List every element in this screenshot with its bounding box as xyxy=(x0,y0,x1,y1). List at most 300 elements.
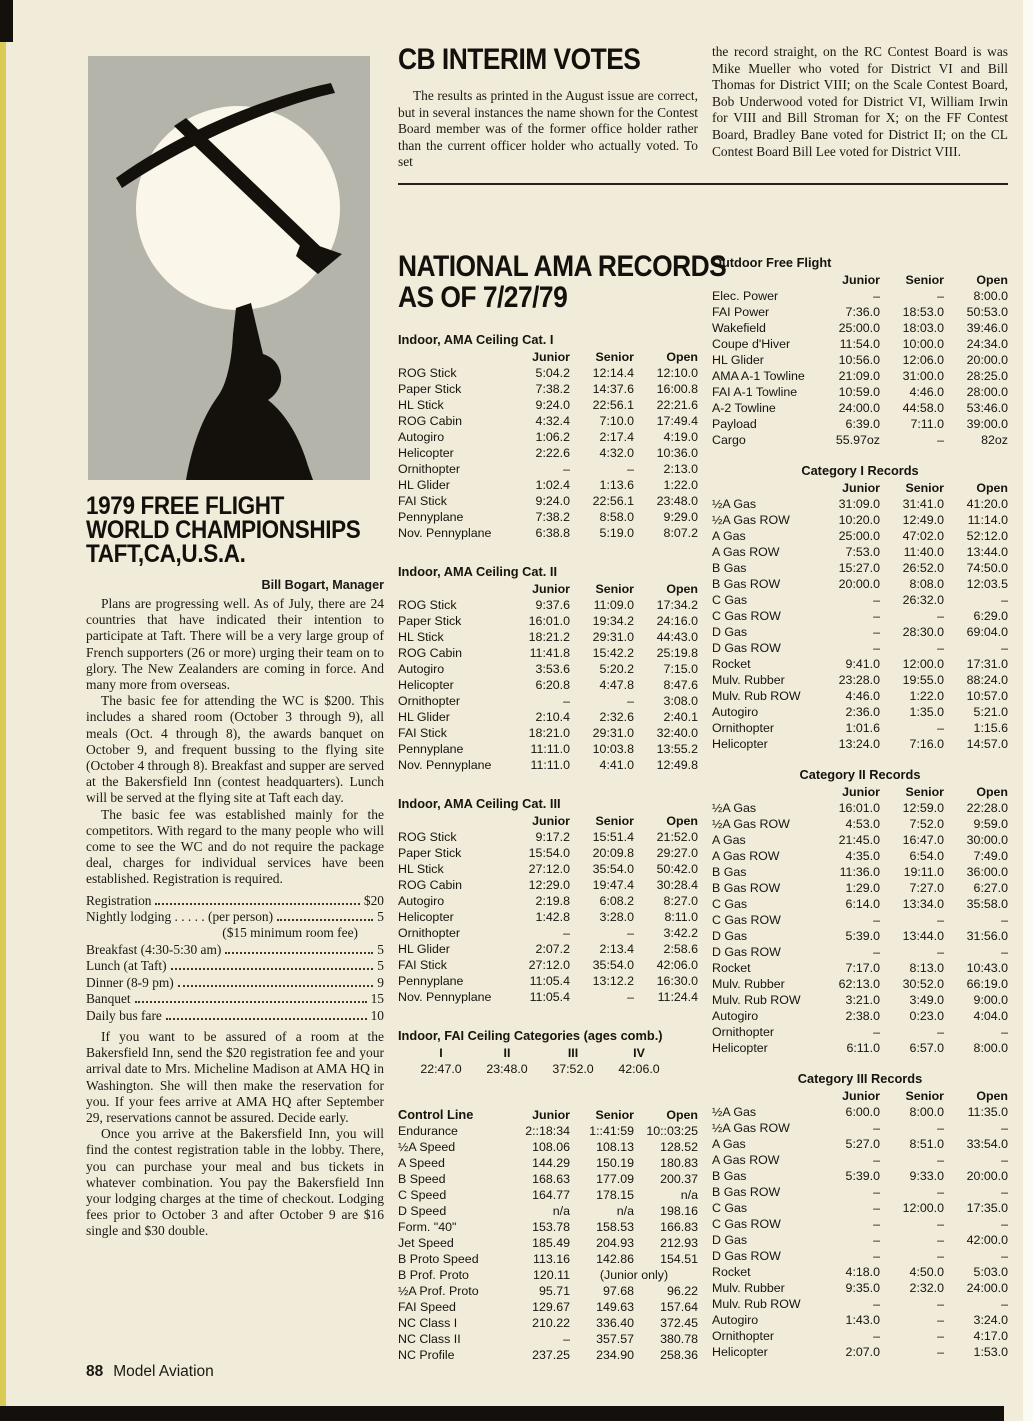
table-cell: 1::41:59 xyxy=(589,1123,634,1138)
table-cell: – xyxy=(1001,912,1008,927)
price-value: 5 xyxy=(377,909,384,925)
table-row xyxy=(712,1120,1008,1136)
column-header: Open xyxy=(976,480,1008,495)
table-cell: 6:00.0 xyxy=(845,1104,880,1119)
table-cell: 6:08.2 xyxy=(599,893,634,908)
table-cell: – xyxy=(873,912,880,927)
table-cell: 9:17.2 xyxy=(535,829,570,844)
table-row xyxy=(712,1040,1008,1056)
section-divider-rule xyxy=(398,183,1008,185)
table-body xyxy=(712,496,1008,752)
table-cell: 4:46.0 xyxy=(909,384,944,399)
row-label: Mulv. Rubber xyxy=(712,976,785,991)
column-header: Junior xyxy=(532,813,570,828)
table-cell: 24:00.0 xyxy=(966,1280,1008,1295)
table-row xyxy=(398,877,698,893)
row-label: FAI Speed xyxy=(398,1299,456,1314)
row-label: HL Glider xyxy=(398,941,450,956)
table-body xyxy=(712,288,1008,448)
table-row xyxy=(398,381,698,397)
table-cell: – xyxy=(873,1328,880,1343)
table-cell: 11:41.8 xyxy=(529,645,570,660)
table-cell: 129.67 xyxy=(532,1299,570,1314)
table-row xyxy=(398,597,698,613)
table-cell: 13:24.0 xyxy=(838,736,880,751)
table-cell: 12:29.0 xyxy=(528,877,570,892)
price-item xyxy=(86,958,384,974)
column-header: Junior xyxy=(842,480,880,495)
table-cell: 23:48.0 xyxy=(486,1061,528,1076)
table-row xyxy=(398,629,698,645)
row-label: B Gas ROW xyxy=(712,1184,781,1199)
table-cell: 30:52.0 xyxy=(902,976,944,991)
table-cell: 74:50.0 xyxy=(966,560,1008,575)
table-cell: 30:00.0 xyxy=(966,832,1008,847)
price-label: Lunch (at Taft) xyxy=(86,958,167,974)
table-cell: 9:33.0 xyxy=(909,1168,944,1183)
table-row xyxy=(712,704,1008,720)
column-header: Open xyxy=(666,1107,698,1122)
table-row xyxy=(712,992,1008,1008)
table-row xyxy=(712,800,1008,816)
column-header: Junior xyxy=(532,581,570,596)
row-label: ROG Stick xyxy=(398,597,457,612)
header-spacer xyxy=(398,813,506,829)
table-cell: – xyxy=(1001,1296,1008,1311)
table-cell: 4:18.0 xyxy=(845,1264,880,1279)
table-cell: – xyxy=(873,624,880,639)
cb-votes-text-1: The results as printed in the August issue are correct, but in several instances the name shown for the Contest Board member was of the former office holder rather than the current officer holder who actually voted. To set xyxy=(398,88,698,170)
table-row xyxy=(398,1171,698,1187)
table-cell: 10::03:25 xyxy=(646,1123,698,1138)
table-cell: 11:40.0 xyxy=(903,544,944,559)
table-cell: 41:20.0 xyxy=(966,496,1008,511)
table-cell: 5:39.0 xyxy=(845,928,880,943)
table-cell: 3:28.0 xyxy=(599,909,634,924)
table-cell: – xyxy=(937,1312,944,1327)
table-cell: – xyxy=(873,288,880,303)
row-label: A-2 Towline xyxy=(712,400,776,415)
right-region xyxy=(398,44,1008,1363)
table-cell: n/a xyxy=(680,1187,698,1202)
table-cell: – xyxy=(937,1024,944,1039)
row-label: Helicopter xyxy=(712,1344,768,1359)
table-row xyxy=(398,677,698,693)
table-cell: 10:57.0 xyxy=(966,688,1008,703)
table-row xyxy=(398,829,698,845)
table-cell: 10:20.0 xyxy=(838,512,880,527)
table-cell: 7:27.0 xyxy=(909,880,944,895)
table-cell: – xyxy=(937,640,944,655)
table-cell: 149.63 xyxy=(596,1299,634,1314)
row-label: FAI A-1 Towline xyxy=(712,384,798,399)
table-cell: 3:53.6 xyxy=(535,661,570,676)
table-row xyxy=(712,1168,1008,1184)
table-cell: 120.11 xyxy=(533,1267,570,1282)
table-cell: 2:36.0 xyxy=(845,704,880,719)
table-cell: 11:24.4 xyxy=(657,989,698,1004)
table-cell: 42:00.0 xyxy=(966,1232,1008,1247)
table-cell: 22:47.0 xyxy=(420,1061,462,1076)
table-cell: 1:29.0 xyxy=(845,880,880,895)
table-cell: 12:03.5 xyxy=(966,576,1008,591)
middle-column xyxy=(398,249,727,1363)
table-cell: 8:00.0 xyxy=(973,288,1008,303)
row-label: C Gas ROW xyxy=(712,1216,781,1231)
table-cell: 23:48.0 xyxy=(656,493,698,508)
table-row xyxy=(712,592,1008,608)
table-cell: 8:08.0 xyxy=(909,576,944,591)
table-cell: 96.22 xyxy=(666,1283,698,1298)
table-cell: 6:39.0 xyxy=(845,416,880,431)
dot-leader xyxy=(166,1018,367,1020)
table-row xyxy=(712,736,1008,752)
table-row xyxy=(398,661,698,677)
table-cell: 35:58.0 xyxy=(966,896,1008,911)
paragraph: The basic fee was established mainly for the competitors. With regard to the many people who will come to see the WC and do not require the package deal, charges for individual services have been established. Registration is required. xyxy=(86,806,384,887)
table-cell: 31:56.0 xyxy=(966,928,1008,943)
table-cell: 113.16 xyxy=(533,1251,570,1266)
row-label: ½A Speed xyxy=(398,1139,456,1154)
row-label: Wakefield xyxy=(712,320,766,335)
table-cell: 35:54.0 xyxy=(592,957,634,972)
table-cell: 28:00.0 xyxy=(966,384,1008,399)
table-cell: 15:27.0 xyxy=(838,560,880,575)
table-cell: 11:35.0 xyxy=(967,1104,1008,1119)
table-row xyxy=(712,960,1008,976)
row-label: AMA A-1 Towline xyxy=(712,368,805,383)
table-indoor-cat3 xyxy=(398,796,698,1005)
table-cell: 27:12.0 xyxy=(528,861,570,876)
row-label: Pennyplane xyxy=(398,509,464,524)
table-cell: 18:21.2 xyxy=(528,629,570,644)
table-cell: 7:49.0 xyxy=(973,848,1008,863)
table-cell: 2:07.0 xyxy=(845,1344,880,1359)
row-label: ROG Stick xyxy=(398,365,457,380)
table-cell: – xyxy=(873,640,880,655)
table-cell: 95.71 xyxy=(538,1283,570,1298)
table-row xyxy=(712,912,1008,928)
table-cell: – xyxy=(1001,1248,1008,1263)
table-cell: – xyxy=(873,1152,880,1167)
table-outdoor-free-flight xyxy=(712,255,1008,448)
row-label: Autogiro xyxy=(398,661,445,676)
records-heading-line2: AS OF 7/27/79 xyxy=(398,280,568,314)
table-cell: 13:44.0 xyxy=(966,544,1008,559)
table-cell: 5:21.0 xyxy=(973,704,1008,719)
table-cell: 62:13.0 xyxy=(838,976,880,991)
table-cell: 1:42.8 xyxy=(535,909,570,924)
table-cell: n/a xyxy=(616,1203,634,1218)
price-label: Breakfast (4:30-5:30 am) xyxy=(86,941,222,957)
row-label: Helicopter xyxy=(712,1040,768,1055)
table-header-row xyxy=(398,1045,698,1061)
table-cell: – xyxy=(873,608,880,623)
scan-corner-mark xyxy=(0,0,13,42)
table-row xyxy=(398,613,698,629)
table-row xyxy=(398,1315,698,1331)
records-section xyxy=(398,251,1008,1363)
price-label: Dinner (8-9 pm) xyxy=(86,974,174,990)
row-label: HL Stick xyxy=(398,861,444,876)
table-row xyxy=(712,1200,1008,1216)
table-cell: 2:10.4 xyxy=(535,709,570,724)
row-label: ROG Cabin xyxy=(398,645,463,660)
table-cell: 9:37.6 xyxy=(535,597,570,612)
table-cell: – xyxy=(937,720,944,735)
row-label: D Gas ROW xyxy=(712,640,781,655)
table-cell: 13:12.2 xyxy=(592,973,634,988)
table-cell: 1:15.6 xyxy=(973,720,1008,735)
table-cell: 36:00.0 xyxy=(966,864,1008,879)
table-row xyxy=(712,512,1008,528)
table-cell: – xyxy=(937,1184,944,1199)
table-cell: 380.78 xyxy=(660,1331,698,1346)
row-label: Mulv. Rubber xyxy=(712,672,785,687)
price-value: 5 xyxy=(377,941,384,957)
table-cell: 210.22 xyxy=(532,1315,570,1330)
column-header: Senior xyxy=(905,784,944,799)
table-cell: 3:42.2 xyxy=(663,925,698,940)
table-body xyxy=(712,1104,1008,1360)
table-cell: 9:24.0 xyxy=(535,397,570,412)
row-label: D Gas ROW xyxy=(712,944,781,959)
table-cell: – xyxy=(937,1328,944,1343)
table-title: Indoor, AMA Ceiling Cat. III xyxy=(398,795,561,811)
table-cell: 372.45 xyxy=(660,1315,698,1330)
table-category3-records xyxy=(712,1071,1008,1360)
column-header: Senior xyxy=(595,349,634,364)
table-cell: – xyxy=(937,1296,944,1311)
table-cell: 12:00.0 xyxy=(902,1200,944,1215)
table-row xyxy=(712,720,1008,736)
row-label: A Gas ROW xyxy=(712,848,780,863)
table-row xyxy=(712,304,1008,320)
row-label: A Gas xyxy=(712,1136,746,1151)
table-row xyxy=(712,672,1008,688)
row-label: Autogiro xyxy=(398,429,445,444)
row-label: A Gas xyxy=(712,832,746,847)
table-cell: 88:24.0 xyxy=(966,672,1008,687)
row-label: ROG Cabin xyxy=(398,413,463,428)
table-cell: – xyxy=(873,1024,880,1039)
table-cell: 33:54.0 xyxy=(966,1136,1008,1151)
right-column xyxy=(712,251,1008,1363)
table-title: Outdoor Free Flight xyxy=(712,254,832,270)
table-cell: 11:54.0 xyxy=(839,336,880,351)
table-row xyxy=(712,336,1008,352)
table-cell: 1:53.0 xyxy=(973,1344,1008,1359)
row-label: ½A Gas xyxy=(712,1104,757,1119)
table-row xyxy=(398,693,698,709)
table-cell: 39:00.0 xyxy=(966,416,1008,431)
row-label: Coupe d'Hiver xyxy=(712,336,791,351)
table-fai-ceiling xyxy=(398,1028,698,1077)
table-cell: 11:11.0 xyxy=(530,741,570,756)
table-row xyxy=(398,741,698,757)
table-row xyxy=(712,1312,1008,1328)
table-row xyxy=(712,1328,1008,1344)
table-cell: 17:35.0 xyxy=(966,1200,1008,1215)
table-cell: 20:00.0 xyxy=(838,576,880,591)
table-header-row xyxy=(712,480,1008,496)
table-cell: 7:38.2 xyxy=(535,509,570,524)
table-title: Indoor, AMA Ceiling Cat. I xyxy=(398,331,554,347)
table-cell: 26:52.0 xyxy=(902,560,944,575)
article-body-top xyxy=(86,596,384,888)
table-cell: 8:58.0 xyxy=(599,509,634,524)
column-header: Senior xyxy=(595,813,634,828)
table-cell: 204.93 xyxy=(596,1235,634,1250)
table-row xyxy=(398,509,698,525)
table-cell: 142.86 xyxy=(596,1251,634,1266)
table-cell: 11:36.0 xyxy=(839,864,880,879)
row-label: Autogiro xyxy=(712,1008,759,1023)
row-label: FAI Power xyxy=(712,304,770,319)
price-item xyxy=(86,991,384,1007)
price-note: ($15 minimum room fee) xyxy=(222,925,358,941)
row-label: D Gas xyxy=(712,928,748,943)
row-label: Mulv. Rubber xyxy=(712,1280,785,1295)
row-label: A Gas ROW xyxy=(712,544,780,559)
table-header-row xyxy=(712,272,1008,288)
table-row xyxy=(712,496,1008,512)
row-label: Helicopter xyxy=(398,909,454,924)
table-cell: – xyxy=(627,693,634,708)
table-cell: 28:30.0 xyxy=(902,624,944,639)
table-cell: 3:24.0 xyxy=(973,1312,1008,1327)
price-label: Nightly lodging . . . . . (per person) xyxy=(86,909,274,925)
table-cell: 2:13.0 xyxy=(663,461,698,476)
table-cell: 47:02.0 xyxy=(902,528,944,543)
table-row xyxy=(712,528,1008,544)
table-cell: 24:34.0 xyxy=(966,336,1008,351)
table-cell: – xyxy=(937,288,944,303)
column-header: Open xyxy=(666,581,698,596)
table-cell: 9:29.0 xyxy=(663,509,698,524)
column-header: IV xyxy=(633,1045,645,1060)
row-label: ½A Gas ROW xyxy=(712,1120,790,1135)
table-header-row xyxy=(398,813,698,829)
row-label: A Gas xyxy=(712,528,746,543)
table-cell: 16:47.0 xyxy=(902,832,944,847)
table-cell: 20:00.0 xyxy=(966,352,1008,367)
table-cell: 4:53.0 xyxy=(845,816,880,831)
header-spacer xyxy=(712,480,816,496)
table-cell: 2:07.2 xyxy=(535,941,570,956)
table-cell: 12:06.0 xyxy=(902,352,944,367)
table-cell: 31:00.0 xyxy=(902,368,944,383)
table-cell: – xyxy=(937,1120,944,1135)
table-cell: 9:24.0 xyxy=(535,493,570,508)
table-row xyxy=(712,1216,1008,1232)
table-row xyxy=(398,909,698,925)
table-cell: 25:19.8 xyxy=(656,645,698,660)
table-row xyxy=(712,560,1008,576)
table-body xyxy=(398,829,698,1005)
table-title: Category I Records xyxy=(801,462,919,478)
table-row xyxy=(398,1219,698,1235)
table-row xyxy=(398,645,698,661)
table-row xyxy=(398,989,698,1005)
table-row xyxy=(712,320,1008,336)
table-row xyxy=(712,1008,1008,1024)
page-bottom-bar xyxy=(0,1406,1004,1421)
paragraph: Plans are progressing well. As of July, there are 24 countries that have indicated their intention to participate at Taft. There will be a very large group of French supporters (26 or more) urging their team on to glory. The New Zealanders are coming in force. And many more from overseas. xyxy=(86,596,384,693)
table-cell: 1:06.2 xyxy=(535,429,570,444)
table-cell: 66:19.0 xyxy=(966,976,1008,991)
table-cell: – xyxy=(1001,1024,1008,1039)
table-title: Indoor, FAI Ceiling Categories (ages comb.) xyxy=(398,1027,663,1043)
table-row xyxy=(712,1104,1008,1120)
article-byline: Bill Bogart, Manager xyxy=(261,578,384,592)
table-cell: 7:10.0 xyxy=(599,413,634,428)
table-cell: 12:49.0 xyxy=(902,512,944,527)
row-label: Mulv. Rub ROW xyxy=(712,992,801,1007)
dot-leader xyxy=(225,952,373,954)
table-row xyxy=(398,1123,698,1139)
table-cell: 6:11.0 xyxy=(846,1040,880,1055)
table-row xyxy=(398,1267,698,1283)
table-cell: 4:35.0 xyxy=(845,848,880,863)
table-title: Category III Records xyxy=(797,1070,923,1086)
table-cell: 12:59.0 xyxy=(902,800,944,815)
table-cell: – xyxy=(627,989,634,1004)
launch-illustration xyxy=(88,56,370,480)
column-header: Junior xyxy=(842,1088,880,1103)
table-row xyxy=(712,576,1008,592)
row-label: Pennyplane xyxy=(398,973,464,988)
price-value: 9 xyxy=(377,974,384,990)
table-cell: 4:41.0 xyxy=(599,757,634,772)
records-heading-line1: NATIONAL AMA RECORDS xyxy=(398,249,727,283)
row-label: D Gas xyxy=(712,624,748,639)
table-cell: 6:29.0 xyxy=(973,608,1008,623)
table-cell: 177.09 xyxy=(596,1171,634,1186)
table-cell: 31:41.0 xyxy=(902,496,944,511)
table-cell: 22:56.1 xyxy=(592,397,634,412)
table-cell: – xyxy=(937,1152,944,1167)
table-cell: 25:00.0 xyxy=(838,320,880,335)
row-label: FAI Stick xyxy=(398,493,447,508)
table-cell: – xyxy=(1001,592,1008,607)
column-header: Junior xyxy=(532,1107,570,1122)
table-cell: 24:16.0 xyxy=(656,613,698,628)
table-row xyxy=(712,1344,1008,1360)
table-row xyxy=(398,493,698,509)
header-spacer xyxy=(712,784,816,800)
column-header: Senior xyxy=(905,480,944,495)
table-cell: 42:06.0 xyxy=(618,1061,660,1076)
row-label: NC Class II xyxy=(398,1331,461,1346)
table-row xyxy=(398,757,698,773)
price-label: Daily bus fare xyxy=(86,1007,162,1023)
table-cell: – xyxy=(873,1120,880,1135)
table-cell: 4:50.0 xyxy=(909,1264,944,1279)
table-row xyxy=(712,416,1008,432)
table-cell: 6:57.0 xyxy=(909,1040,944,1055)
table-cell: – xyxy=(563,1331,570,1346)
table-header-row xyxy=(398,349,698,365)
table-row xyxy=(712,848,1008,864)
table-cell: 198.16 xyxy=(660,1203,698,1218)
column-header: Junior xyxy=(842,272,880,287)
header-spacer xyxy=(398,581,506,597)
table-cell: 6:14.0 xyxy=(845,896,880,911)
table-cell: 21:52.0 xyxy=(656,829,698,844)
row-label: B Gas xyxy=(712,864,747,879)
row-label: Helicopter xyxy=(398,445,454,460)
